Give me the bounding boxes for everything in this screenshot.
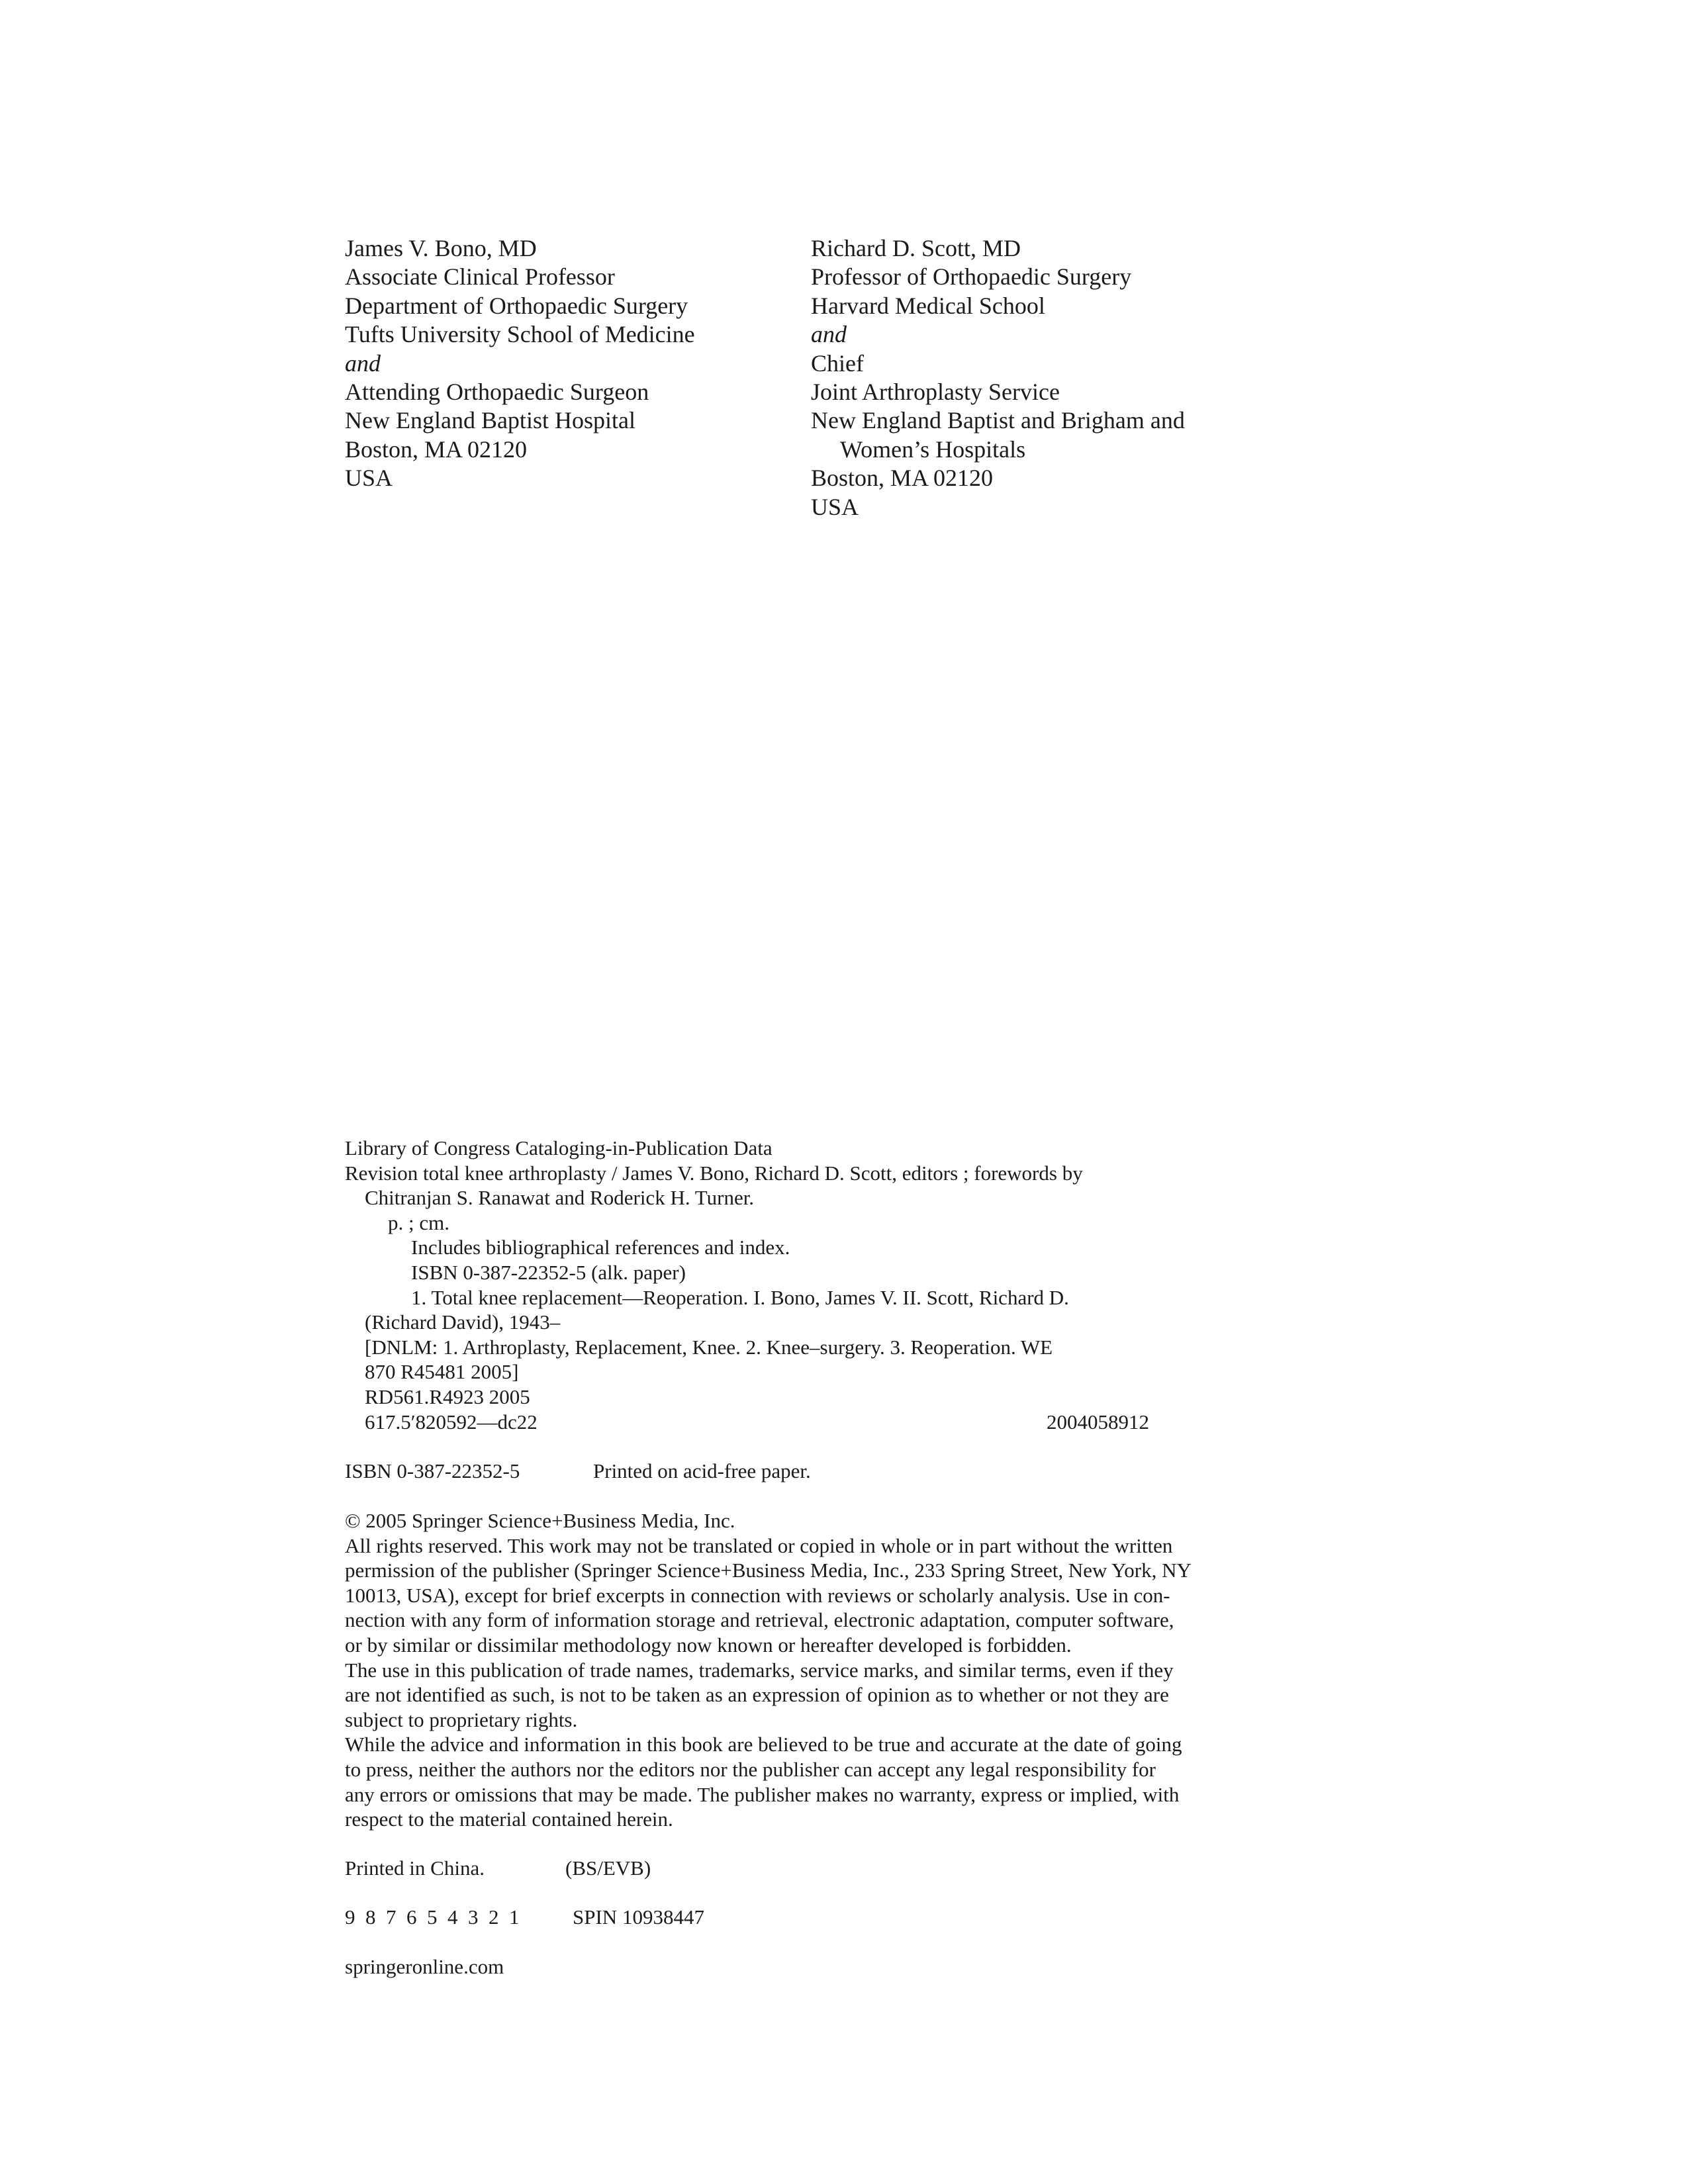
cip-dnlm: [DNLM: 1. Arthroplasty, Replacement, Knee. 2. Knee–surgery. 3. Reoperation. WE xyxy=(365,1335,1053,1359)
editor-right-chief: Chief xyxy=(811,349,864,377)
cip-heading: Library of Congress Cataloging-in-Publication Data xyxy=(345,1136,773,1160)
editor-right-country: USA xyxy=(811,493,859,520)
editor-left-title: Associate Clinical Professor xyxy=(345,263,615,291)
cip-lccn: 2004058912 xyxy=(1047,1410,1149,1433)
printed-in-block xyxy=(345,1856,1242,1881)
editor-right-and: and xyxy=(811,321,847,348)
disclaimer-line-1: While the advice and information in this book are believed to be true and accurate at the date of going xyxy=(345,1733,1182,1756)
cip-bibliography-note: Includes bibliographical references and index. xyxy=(411,1236,790,1259)
isbn-block xyxy=(345,1459,1242,1484)
cip-lc-class: RD561.R4923 2005 xyxy=(365,1385,530,1408)
disclaimer-line-2: to press, neither the authors nor the editors nor the publisher can accept any legal responsibility for xyxy=(345,1757,1156,1781)
editor-right-block xyxy=(811,234,1185,522)
editor-left-block xyxy=(345,234,695,493)
cip-subjects: 1. Total knee replacement—Reoperation. I. Bono, James V. II. Scott, Richard D. xyxy=(411,1285,1069,1309)
editor-left-name: James V. Bono, MD xyxy=(345,235,537,261)
editor-left-role: Attending Orthopaedic Surgeon xyxy=(345,379,649,406)
trademark-line-1: The use in this publication of trade names, trademarks, service marks, and similar terms, even if they xyxy=(345,1658,1174,1682)
rights-line-2: permission of the publisher (Springer Science+Business Media, Inc., 233 Spring Street, New York, NY xyxy=(345,1559,1192,1582)
cip-title-line-cont: Chitranjan S. Ranawat and Roderick H. Turner. xyxy=(365,1186,755,1210)
copyright-line: © 2005 Springer Science+Business Media, Inc. xyxy=(345,1509,735,1532)
editor-right-hospital-cont: Women’s Hospitals xyxy=(840,435,1026,463)
editor-right-hospital: New England Baptist and Brigham and xyxy=(811,407,1185,434)
spin-number: SPIN 10938447 xyxy=(573,1905,704,1929)
printing-code: (BS/EVB) xyxy=(565,1856,651,1880)
cip-subjects-cont: (Richard David), 1943– xyxy=(365,1310,561,1334)
rights-line-1: All rights reserved. This work may not be translated or copied in whole or in part without the written xyxy=(345,1533,1173,1557)
cip-pagination: p. ; cm. xyxy=(388,1210,449,1234)
editor-right-name: Richard D. Scott, MD xyxy=(811,235,1021,261)
cip-title-line: Revision total knee arthroplasty / James V. Bono, Richard D. Scott, editors ; forewords by xyxy=(345,1161,1083,1185)
editor-left-and: and xyxy=(345,349,381,377)
printed-in-country: Printed in China. xyxy=(345,1856,485,1880)
trademark-line-3: subject to proprietary rights. xyxy=(345,1707,578,1731)
website-block xyxy=(345,1954,1242,1979)
disclaimer-line-3: any errors or omissions that may be made. The publisher makes no warranty, express or implied, with xyxy=(345,1782,1180,1806)
isbn-number: ISBN 0-387-22352-5 xyxy=(345,1459,520,1482)
editor-right-city: Boston, MA 02120 xyxy=(811,465,994,492)
print-run-numbers: 9 8 7 6 5 4 3 2 1 xyxy=(345,1905,520,1929)
cip-dewey-row xyxy=(345,1410,1149,1435)
editor-left-city: Boston, MA 02120 xyxy=(345,435,528,463)
isbn-paper-note: Printed on acid-free paper. xyxy=(593,1459,811,1482)
disclaimer-line-4: respect to the material contained herein. xyxy=(345,1807,673,1831)
editor-right-service: Joint Arthroplasty Service xyxy=(811,379,1060,406)
cip-isbn: ISBN 0-387-22352-5 (alk. paper) xyxy=(411,1260,686,1284)
rights-line-5: or by similar or dissimilar methodology now known or hereafter developed is forbidden. xyxy=(345,1633,1072,1657)
editor-right-school: Harvard Medical School xyxy=(811,292,1045,319)
rights-line-3: 10013, USA), except for brief excerpts in connection with reviews or scholarly analysis. Use in con- xyxy=(345,1583,1170,1607)
copyright-block xyxy=(345,1508,1242,1832)
cip-dnlm-cont: 870 R45481 2005] xyxy=(365,1360,519,1384)
cip-dewey: 617.5′820592—dc22 xyxy=(365,1410,538,1433)
publisher-website: springeronline.com xyxy=(345,1955,504,1978)
trademark-line-2: are not identified as such, is not to be taken as an expression of opinion as to whether or not they are xyxy=(345,1683,1169,1707)
cip-data-block xyxy=(345,1136,1149,1434)
editor-left-hospital: New England Baptist Hospital xyxy=(345,407,635,434)
editor-right-title: Professor of Orthopaedic Surgery xyxy=(811,263,1132,291)
rights-line-4: nection with any form of information storage and retrieval, electronic adaptation, computer software, xyxy=(345,1608,1174,1632)
editor-left-country: USA xyxy=(345,465,393,492)
editor-left-school: Tufts University School of Medicine xyxy=(345,321,695,348)
print-run-block xyxy=(345,1905,1242,1930)
editor-left-department: Department of Orthopaedic Surgery xyxy=(345,292,688,319)
